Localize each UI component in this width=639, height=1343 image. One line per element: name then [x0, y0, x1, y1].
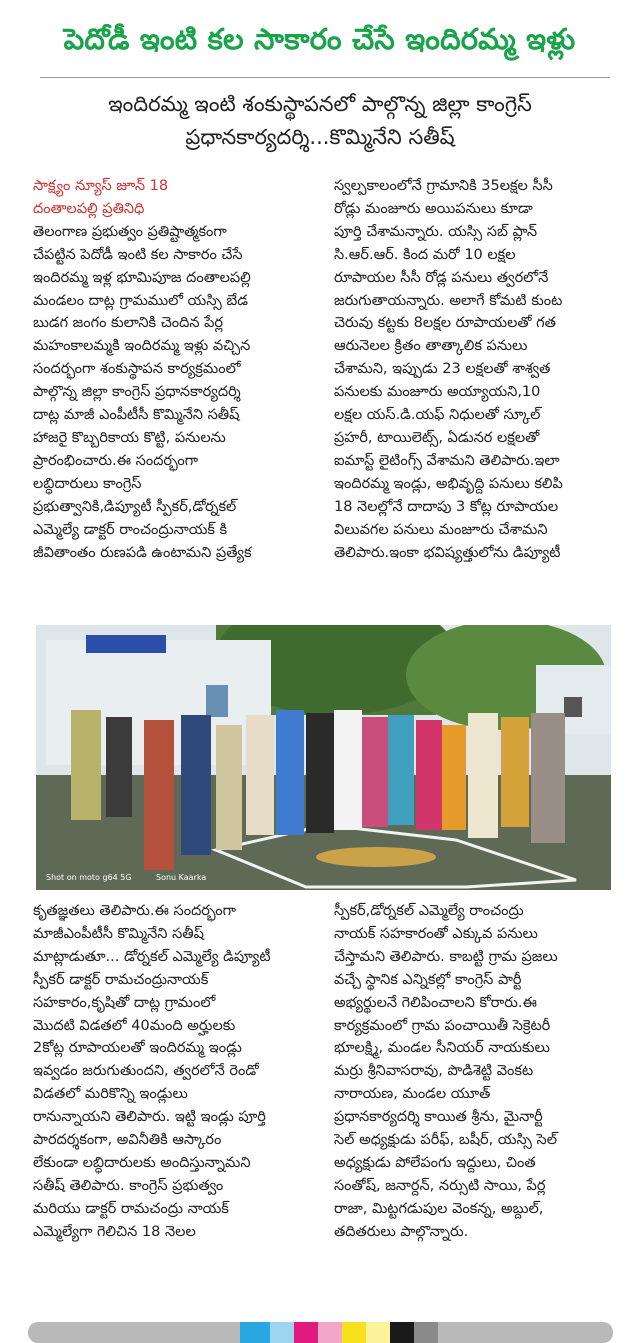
- text-line: మహంకాలమ్మకి ఇందిరమ్మ ఇళ్లు వచ్చిన: [33, 338, 251, 355]
- text-line: రోడ్లు మంజూరు అయిపనులు కూడా: [334, 200, 533, 217]
- subheadline: [30, 88, 610, 154]
- text-line: ఇందిరమ్మ ఇండ్లు, అభివృద్ది పనులు కలిపి: [334, 475, 563, 492]
- text-line: స్పీకర్,డోర్నకల్ ఎమ్మెల్యే రాంచంద్రు: [334, 903, 524, 919]
- subheadline-line: ప్రధానకార్యదర్శి...కొమ్మినేని సతీష్: [185, 125, 455, 149]
- text-line: దాట్ల మాజీ ఎంపీటీసీ కొమ్మినేని సతీష్: [33, 407, 240, 424]
- text-line: ప్రహరీ, టాయిలెట్స్, ఏడునర లక్షలతో: [334, 429, 540, 446]
- text-line: స్వల్పకాలంలోనే గ్రామానికి 35లక్షల సీసీ: [334, 178, 553, 194]
- text-line: సంతోష్, జనార్దన్, నర్సుటి సాయి, పేర్ల: [334, 1177, 546, 1194]
- text-line: స్పీకర్ డాక్టర్ రామచంద్రునాయక్: [33, 971, 209, 988]
- text-line: పారదర్శకంగా, అవినీతికి ఆస్కారం: [33, 1132, 222, 1149]
- article-column-4: [334, 900, 624, 1244]
- camera-watermark: Shot on moto g64 5G: [46, 873, 132, 882]
- text-line: కృతజ్ఞతలు తెలిపారు.ఈ సందర్భంగా: [33, 903, 236, 919]
- text-line: తెలంగాణ ప్రభుత్వం ప్రతిష్టాత్మకంగా: [33, 223, 227, 240]
- text-line: పాల్గొన్న జిల్లా కాంగ్రెస్ ప్రధానకార్యదర్శి: [33, 384, 241, 401]
- text-line: పనులకు మంజూరు అయ్యాయని,10: [334, 384, 541, 401]
- text-line: లబ్ధిదారులు కాంగ్రెస్: [33, 475, 142, 492]
- text-line: లక్షల యస్.డి.యఫ్ నిధులతో స్కూల్: [334, 407, 541, 424]
- text-line: సందర్భంగా శంకుస్థాపన కార్యక్రమంలో: [33, 361, 241, 378]
- text-line: ఇందిరమ్మ ఇళ్ల భూమిపూజ దంతాలపల్లి: [33, 269, 251, 286]
- text-line: ప్రారంభించారు.ఈ సందర్భంగా: [33, 452, 199, 469]
- column-1-body: [33, 221, 323, 565]
- text-line: హాజరై కొబ్బరికాయ కొట్టి, పనులను: [33, 429, 226, 446]
- text-line: వచ్చే స్థానిక ఎన్నికల్లో కాంగ్రెస్ పార్టీ: [334, 971, 522, 988]
- text-line: మాజీఎంపీటీసీ కొమ్మినేని సతీష్: [33, 925, 204, 942]
- article-column-3: [33, 900, 323, 1244]
- window: [206, 685, 228, 717]
- puja-items: [316, 847, 436, 867]
- text-line: సెల్ అధ్యక్షుడు పరీఫ్, బషీర్, యస్సి సెల్: [334, 1132, 557, 1149]
- text-line: ఇవ్వడం జరుగుతుందని, త్వరలోనే రెండో: [33, 1063, 259, 1080]
- text-line: సి.ఆర్.ఆర్. కింద మరో 10 లక్షల: [334, 246, 516, 263]
- tarp: [86, 635, 166, 653]
- text-line: ఎమ్మెల్యే డాక్టర్ రాంచంద్రునాయక్ కి: [33, 521, 228, 538]
- article-column-1: [33, 175, 323, 564]
- text-line: అధ్యక్షుడు పోలేపంగు ఇద్దులు, చింత: [334, 1154, 536, 1171]
- text-line: చేశామని, ఇప్పుడు 23 లక్షలతో శాశ్వత: [334, 361, 551, 378]
- text-line: ఎమ్మెల్యేగా గెలిచిన 18 నెలల: [33, 1223, 196, 1240]
- text-line: విలువగల పనులు మంజూరు చేశామని: [334, 521, 548, 538]
- text-line: రానున్నాయని తెలిపారు. ఇట్టి ఇండ్లు పూర్తి: [33, 1109, 266, 1126]
- photographer-watermark: Sonu Kaarka: [156, 873, 207, 882]
- text-line: జరుగుతాయన్నారు. అలాగే కోమటి కుంట: [334, 292, 563, 309]
- subheadline-line: ఇందిరమ్మ ఇంటి శంకుస్థాపనలో పాల్గొన్న జిల్లా కాంగ్రెస్: [108, 92, 532, 116]
- text-line: మర్రు శ్రీనివాసరావు, పొడిశెట్టి వెంకట: [334, 1063, 534, 1080]
- text-line: మరియు డాక్టర్ రామచంద్రు నాయక్: [33, 1200, 229, 1217]
- text-line: పూర్తి చేశామన్నారు. యస్సి సబ్ ప్లాన్: [334, 223, 538, 240]
- news-photo: [36, 625, 611, 890]
- text-line: రాజా, మిట్టగడుపుల వెంకన్న, అబ్దుల్,: [334, 1200, 544, 1217]
- text-line: మాట్లాడుతూ... డోర్నకల్ ఎమ్మెల్యే డిప్యూటీ: [33, 948, 271, 965]
- text-line: చెరువు కట్టకు 8లక్షల రూపాయలతో గత: [334, 315, 556, 332]
- text-line: చేపట్టిన పెదోడీ ఇంటి కల సాకారం చేసే: [33, 246, 243, 263]
- text-line: నారాయణ, మండల యూత్: [334, 1086, 491, 1103]
- text-line: కార్యక్రమంలో గ్రామ పంచాయితీ సెక్రెటరీ: [334, 1017, 551, 1034]
- text-line: జీవితాంతం రుణపడి ఉంటామని ప్రత్యేక: [33, 544, 252, 561]
- text-line: సతీష్ తెలిపారు. కాంగ్రెస్ ప్రభుత్వం: [33, 1177, 224, 1194]
- headline-rule: [40, 77, 610, 78]
- text-line: భూలక్ష్మి, మండల సీనియర్ నాయకులు: [334, 1040, 550, 1057]
- text-line: మండలం దాట్ల గ్రామములో యస్సి బేడ: [33, 292, 248, 309]
- text-line: అభ్యర్థులనే గెలిపించాలని కోరారు.ఈ: [334, 994, 537, 1011]
- text-line: 2కోట్ల రూపాయలతో ఇందిరమ్మ ఇండ్లు: [33, 1040, 242, 1057]
- headline: పెదోడీ ఇంటి కల సాకారం చేసే ఇందిరమ్మ ఇళ్లు: [63, 22, 576, 56]
- text-line: ఆరునెలల క్రితం తాత్కాలిక పనులు: [334, 338, 528, 355]
- dateline: సాక్ష్యం న్యూస్ జూన్ 18: [33, 178, 169, 194]
- text-line: చేస్తామని తెలిపారు. కాబట్టి గ్రామ ప్రజలు: [334, 948, 558, 965]
- print-color-bar: [0, 1322, 639, 1343]
- text-line: మొదటి విడతలో 40మంది అర్హులకు: [33, 1017, 236, 1034]
- text-line: 18 నెలల్లోనే దాదాపు 3 కోట్ల రూపాయల: [334, 498, 559, 515]
- text-line: రూపాయల సీసీ రోడ్ల పనులు త్వరలోనే: [334, 269, 549, 286]
- text-line: ప్రభుత్వానికి,డిప్యూటీ స్పీకర్,డోర్నకల్: [33, 498, 237, 515]
- text-line: లేకుండా లబ్ధిదారులకు అందిస్తున్నామని: [33, 1154, 251, 1171]
- text-line: సహకారం,కృషితో దాట్ల గ్రామంలో: [33, 994, 216, 1011]
- text-line: ఐమాస్ట్ లైటింగ్స్ వేశామని తెలిపారు.ఇలా: [334, 452, 560, 469]
- text-line: తెలిపారు.ఇంకా భవిష్యత్తులోను డిప్యూటీ: [334, 544, 561, 561]
- text-line: బుడగ జంగం కులానికి చెందిన పేర్ల: [33, 315, 224, 332]
- text-line: నాయక్ సహకారంతో ఎక్కువ పనులు: [334, 925, 538, 942]
- dateline-location: దంతాలపల్లి ప్రతినిధి: [33, 200, 145, 217]
- text-line: విడతలో మరికొన్ని ఇండ్లులు: [33, 1086, 188, 1103]
- photo-illustration: [36, 625, 611, 890]
- article-column-2: [334, 175, 624, 564]
- window-right: [564, 697, 582, 717]
- text-line: ప్రధానకార్యదర్శి కాయిత శ్రీను, మైనార్టీ: [334, 1109, 543, 1126]
- text-line: తదితరులు పాల్గొన్నారు.: [334, 1223, 469, 1240]
